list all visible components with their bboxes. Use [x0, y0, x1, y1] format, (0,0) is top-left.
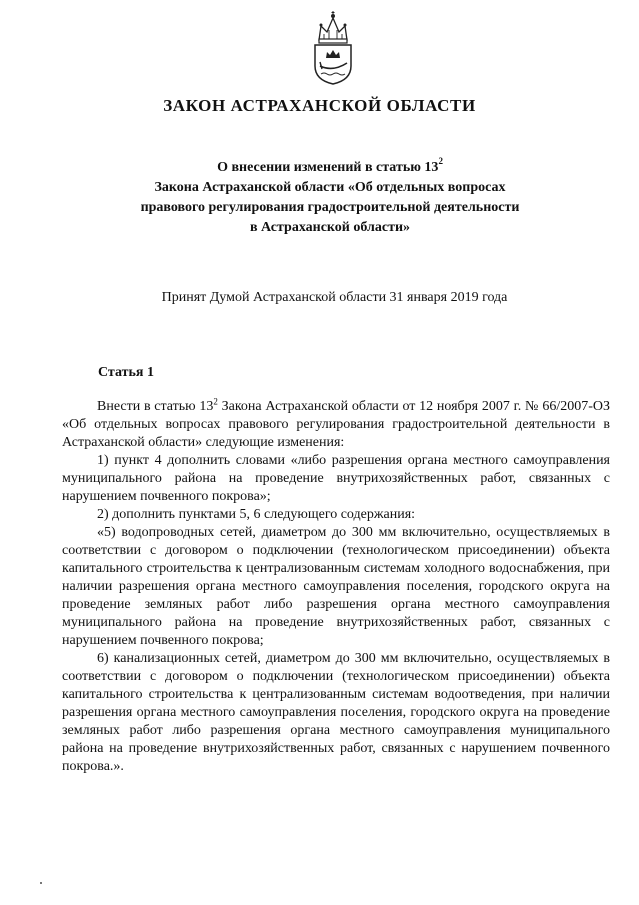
- article-intro: Внести в статью $13^2$ Закона Астраханской области от 12 ноября 2007 г. № 66/2007-ОЗ «Об отдельных вопросах правового регулирования градостроительной деятельности в Астраханской области» следующие изменения:: [62, 396, 610, 450]
- subtitle-line-2: Закона Астраханской области «Об отдельных вопросах: [154, 180, 506, 195]
- scan-speck: [40, 882, 42, 884]
- article-point-6: 6) канализационных сетей, диаметром до 300 мм включительно, осуществляемых в соответствии с договором о подключении (технологическом присоединении) объекта капитального строительства к централизованным системам водоотведения, при наличии разрешения органа местного самоуправления поселения, городского округа на проведение земляных работ либо разрешения органа местного самоуправления муниципального района на проведение внутрихозяйственных работ, связанных с нарушением почвенного покрова.».: [62, 651, 610, 774]
- article-item-2: 2) дополнить пунктами 5, 6 следующего содержания:: [97, 507, 416, 522]
- article-point-5: «5) водопроводных сетей, диаметром до 300 мм включительно, осуществляемых в соответствии с договором о подключении (технологическом присоединении) объекта капитального строительства к централизованным системам холодного водоснабжения, при наличии разрешения органа местного самоуправления поселения, городского округа на проведение земляных работ либо разрешения органа местного самоуправления муниципального района на проведение внутрихозяйственных работ, связанных с нарушением почвенного покрова;: [62, 525, 610, 648]
- astrakhan-coat-of-arms-icon: [307, 10, 359, 86]
- document-title: ЗАКОН АСТРАХАНСКОЙ ОБЛАСТИ: [163, 96, 476, 115]
- article-heading: Статья 1: [98, 365, 154, 380]
- subtitle-line-1: О внесении изменений в статью $13^2$: [217, 156, 443, 175]
- article-body: [62, 398, 610, 776]
- article-item-1: 1) пункт 4 дополнить словами «либо разрешения органа местного самоуправления муниципального района на проведение внутрихозяйственных работ, связанных с нарушением почвенного покрова»;: [62, 453, 610, 504]
- adoption-statement: Принят Думой Астраханской области 31 января 2019 года: [161, 290, 508, 305]
- subtitle-line-4: в Астраханской области»: [249, 220, 411, 235]
- subtitle-line-3: правового регулирования градостроительной деятельности: [140, 200, 520, 215]
- law-subtitle: [60, 158, 600, 238]
